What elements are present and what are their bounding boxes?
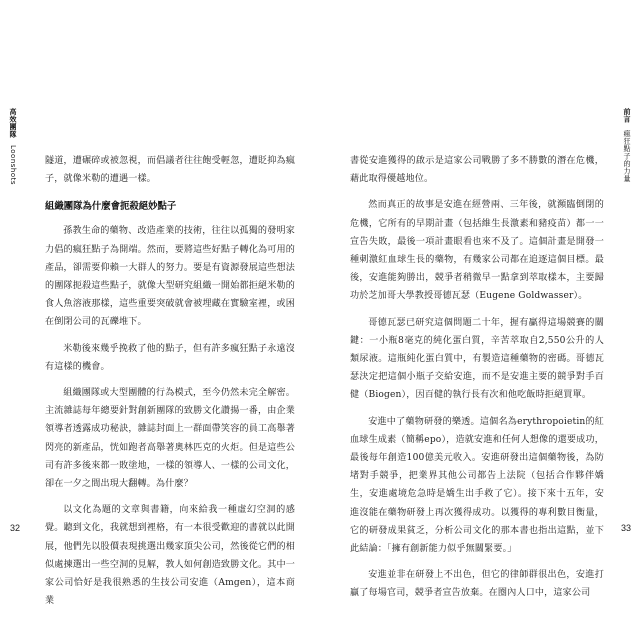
paragraph: 哥德瓦瑟已研究這個問題二十年，握有贏得這場競賽的關鍵：一小瓶8毫克的純化蛋白質，辛苦萃取自2,550公升的人類尿液。這瓶純化蛋白質中，有製造這種藥物的密碼。哥德瓦瑟決定把這個小瓶子交給安進，而不是安進主要的競爭對手百健（Biogen），因百健的執行長有次和他吃飯時拒絕買單。 xyxy=(350,317,604,401)
paragraph: 然而真正的故事是安進在經營兩、三年後，就瀕臨倒閉的危機，它所有的早期計畫（包括維生長激素和豬疫苗）都一一宣告失敗，最後一項計畫眼看也來不及了。這個計畫是開發一種刺激紅血球生長的藥物，有幾家公司都在追逐這個目標。最後，安進能夠勝出，競爭者稍微早一點拿到萃取樣本，主要歸功於芝加哥大學教授哥德瓦瑟（Eugene Goldwasser）。 xyxy=(350,200,604,302)
book-title: 高效團隊 xyxy=(9,108,17,138)
paragraph: 組織團隊或大型團體的行為模式，至今仍然未完全解密。主流雜誌每年總要針對創新團隊的致勝文化讚揚一番，由企業領導者透露成功秘訣，雜誌封面上一群面帶笑容的員工高舉著閃亮的新產品，恍如跑者高舉著奧林匹克的火炬。但是這些公司有許多後來都一敗塗地，一樣的領導人、一樣的公司文化，卻在一夕之間出現大翻轉。為什麼？ xyxy=(45,388,295,490)
right-body-text xyxy=(350,152,604,603)
paragraph: 安進並非在研發上不出色，但它的律師群很出色，安進打贏了每場官司，競爭者宣告放棄。在圈內人口中，這家公司 xyxy=(350,570,604,599)
running-header-left xyxy=(8,108,18,185)
book-subtitle: Loonshots xyxy=(9,144,17,185)
page-number: 32 xyxy=(10,523,21,533)
paragraph: 隧道，遭碾碎或被忽視，而倡議者往往飽受輕忽，遭貶抑為瘋子，就像米勒的遭遇一樣。 xyxy=(45,156,295,185)
paragraph: 安進中了藥物研發的樂透。這個名為erythropoietin的紅血球生成素（簡稱epo），造就安進和任何人想像的還要成功，最後每年創造100億美元收入。安進研發出這個藥物後，為防堵對手競爭，把業界其他公司都告上法院（包括合作夥伴嬌生，安進處境危急時是嬌生出手救了它）。接下來十五年，安進沒能在藥物研發上再次獲得成功。以獲得的專利數目衡量，它的研發成果貧乏，分析公司文化的那本書也指出這點，並下此結論：「擁有創新能力似乎無關緊要。」 xyxy=(350,416,604,555)
paragraph: 書從安進獲得的啟示是這家公司戰勝了多不勝數的潛在危機，藉此取得優越地位。 xyxy=(350,156,604,185)
paragraph: 以文化為題的文章與書籍，向來給我一種虛幻空洞的感覺。聽到文化，我就想到裡格，有一本很受歡迎的書就以此開展，他們先以股價表現挑選出幾家頂尖公司，然後從它們的相似處揀選出一些空洞的見解，教人如何創造致勝文化。其中一家公司恰好是我很熟悉的生技公司安進（Amgen），這本商業 xyxy=(45,505,295,607)
chapter-title: 前言 xyxy=(623,108,631,123)
paragraph: 米勒後來幾乎挽救了他的點子，但有許多瘋狂點子永遠沒有這樣的機會。 xyxy=(45,343,295,372)
section-heading: 組織團隊為什麼會扼殺絕妙點子 xyxy=(45,201,177,213)
right-page xyxy=(320,0,640,640)
left-body-text xyxy=(45,152,295,610)
paragraph: 孫教生命的藥物、改造產業的技術，往往以孤獨的發明家力倡的瘋狂點子為開端。然而，要將這些好點子轉化為可用的產品，卻需要仰賴一大群人的努力。要是有資源發展這些想法的團隊扼殺這些點子，就像大型研究組織一開始都拒絕米勒的食人魚溶液那樣，這些重要突破就會被埋藏在實驗室裡，或困在倒閉公司的瓦礫堆下。 xyxy=(45,226,295,328)
chapter-subtitle: 瘋狂點子的力量 xyxy=(623,129,631,183)
running-header-right xyxy=(622,108,632,182)
page-number: 33 xyxy=(621,523,632,533)
